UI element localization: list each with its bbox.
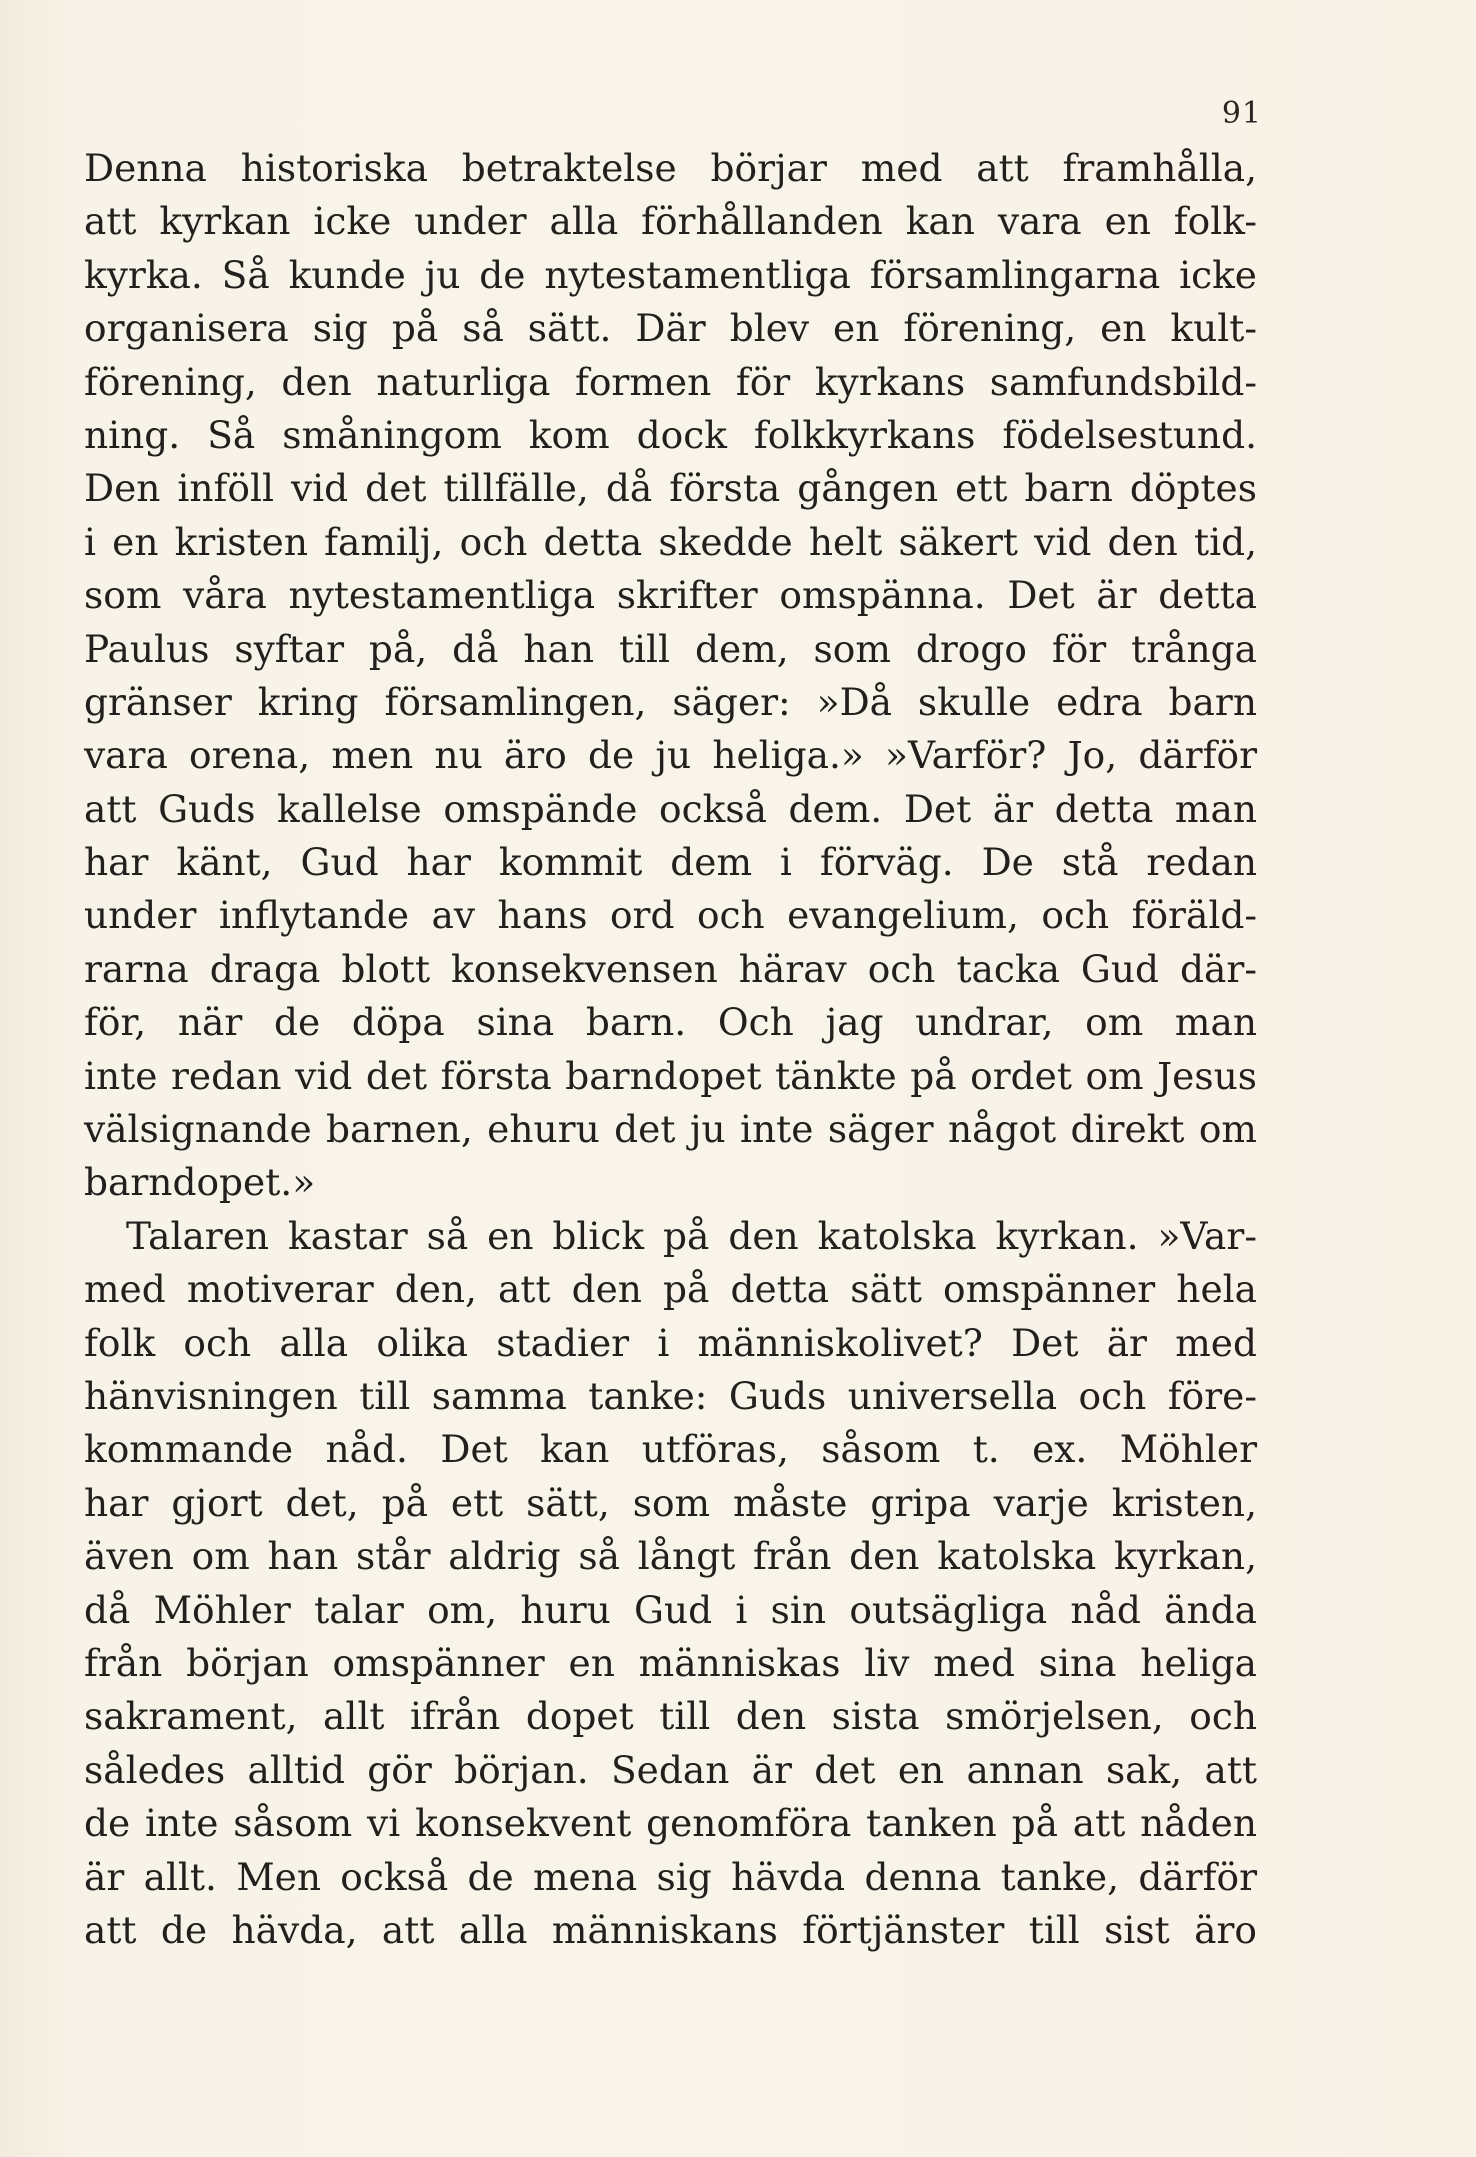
text-line: således alltid gör början. Sedan är det en annan sak, att: [84, 1747, 1257, 1792]
text-line: vara orena, men nu äro de ju heliga.» »Varför? Jo, därför: [84, 733, 1257, 778]
text-line: från början omspänner en människas liv med sina heliga: [84, 1640, 1257, 1685]
text-line: rarna draga blott konsekvensen härav och tacka Gud där-: [84, 946, 1257, 991]
text-line: att Guds kallelse omspände också dem. Det är detta man: [84, 786, 1257, 831]
text-line: barndopet.»: [84, 1160, 316, 1205]
text-line: sakrament, allt ifrån dopet till den sista smörjelsen, och: [84, 1694, 1257, 1739]
text-line: som våra nytestamentliga skrifter omspänna. Det är detta: [84, 573, 1257, 618]
page-number: 91: [1221, 96, 1262, 131]
paragraph-2: [84, 1210, 1257, 1957]
body-text: [84, 142, 1257, 1957]
text-line: Denna historiska betraktelse börjar med att framhålla,: [84, 146, 1257, 190]
text-line: Den inföll vid det tillfälle, då första gången ett barn döptes: [84, 466, 1257, 511]
text-line: att de hävda, att alla människans förtjänster till sist äro: [84, 1907, 1257, 1952]
text-line: gränser kring församlingen, säger: »Då skulle edra barn: [84, 679, 1257, 724]
text-line: för, när de döpa sina barn. Och jag undrar, om man: [84, 1000, 1257, 1045]
text-line: folk och alla olika stadier i människolivet? Det är med: [84, 1320, 1257, 1365]
text-line: Paulus syftar på, då han till dem, som drogo för trånga: [84, 626, 1257, 671]
text-line: att kyrkan icke under alla förhållanden kan vara en folk-: [84, 199, 1257, 244]
text-line: då Möhler talar om, huru Gud i sin outsägliga nåd ända: [84, 1587, 1257, 1632]
text-line: inte redan vid det första barndopet tänkte på ordet om Jesus: [84, 1053, 1257, 1098]
text-line: kommande nåd. Det kan utföras, såsom t. ex. Möhler: [84, 1427, 1257, 1472]
text-line: i en kristen familj, och detta skedde helt säkert vid den tid,: [84, 519, 1257, 564]
text-line: är allt. Men också de mena sig hävda denna tanke, därför: [84, 1854, 1257, 1899]
text-line: förening, den naturliga formen för kyrkans samfundsbild-: [84, 359, 1257, 404]
text-line: organisera sig på så sätt. Där blev en förening, en kult-: [84, 306, 1257, 351]
text-line: har känt, Gud har kommit dem i förväg. De stå redan: [84, 840, 1257, 885]
text-line: även om han står aldrig så långt från den katolska kyrkan,: [84, 1534, 1257, 1579]
text-line: välsignande barnen, ehuru det ju inte säger något direkt om: [84, 1107, 1257, 1152]
text-line: de inte såsom vi konsekvent genomföra tanken på att nåden: [84, 1801, 1257, 1846]
text-line: Talaren kastar så en blick på den katolska kyrkan. »Var-: [126, 1213, 1257, 1258]
paragraph-1: [84, 142, 1257, 1210]
text-line: kyrka. Så kunde ju de nytestamentliga församlingarna icke: [84, 252, 1257, 297]
text-line: med motiverar den, att den på detta sätt omspänner hela: [84, 1267, 1257, 1312]
text-line: hänvisningen till samma tanke: Guds universella och före-: [84, 1373, 1257, 1418]
text-line: ning. Så småningom kom dock folkkyrkans födelsestund.: [84, 412, 1257, 457]
text-line: har gjort det, på ett sätt, som måste gripa varje kristen,: [84, 1480, 1257, 1525]
text-line: under inflytande av hans ord och evangelium, och föräld-: [84, 893, 1257, 938]
